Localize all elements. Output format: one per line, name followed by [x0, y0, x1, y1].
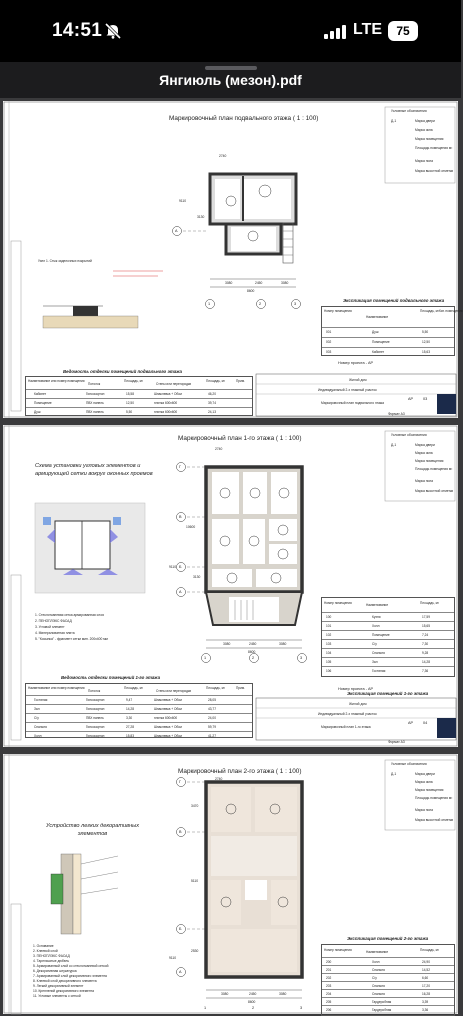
- scheme-note: 10. Креплений декоративного элемента: [33, 989, 94, 993]
- side-dimension: 5110: [191, 879, 199, 883]
- battery-icon: [388, 21, 418, 41]
- walls: Шпаклевка + Обои: [154, 392, 182, 396]
- walls-area: 28,05: [208, 698, 216, 702]
- walls-area: 24,00: [208, 716, 216, 720]
- room-name: Спальня: [372, 984, 385, 988]
- stamp-project: Номер проекта - АР: [338, 361, 374, 365]
- stamp-description: Индивидуальный 2-х этажный участок: [318, 388, 377, 392]
- document-title: Янгиюль (мезон).pdf: [159, 72, 302, 88]
- row-axis-label: Б: [179, 565, 182, 569]
- stamp-format: Формат А3: [388, 412, 405, 416]
- ceiling: Гипсокартон: [86, 734, 105, 738]
- dimension-part: 3080: [223, 642, 231, 646]
- carrier-label: LTE: [353, 21, 383, 38]
- legend-item: Д-1: [391, 772, 397, 776]
- table-header: Наименование или номер помещения: [28, 379, 85, 383]
- stamp-code: Жилой дом: [349, 702, 367, 706]
- legend: [385, 760, 455, 830]
- row-axis-label: А: [179, 970, 182, 974]
- dimension-part: 3080: [281, 281, 289, 285]
- table-row: [322, 630, 454, 637]
- finish-title: Ведомость отделки помещений подвального этажа: [63, 369, 182, 374]
- level-mark: 2740: [219, 154, 227, 158]
- table-row: [322, 989, 454, 996]
- table-header: Стены или перегородки: [156, 689, 192, 693]
- walls: плитка 600х600: [154, 410, 178, 414]
- table-row: [322, 973, 454, 980]
- row-axis-label: Б: [179, 927, 182, 931]
- table-row: [322, 997, 454, 1004]
- axis-label: 1: [204, 1006, 207, 1010]
- level-mark: 9110: [179, 199, 187, 203]
- table-row: [322, 337, 454, 344]
- walls-area: 39,74: [208, 401, 216, 405]
- legend-item: Марка окна: [415, 128, 433, 132]
- legend-item: Марка окна: [415, 451, 433, 455]
- level-mark: 9110: [169, 956, 177, 960]
- battery-level: 75: [396, 24, 410, 38]
- dimension-part: 2450: [249, 992, 257, 996]
- room-number: 104: [326, 651, 332, 655]
- table-header: Стены или перегородки: [156, 382, 192, 386]
- table-row: [322, 648, 454, 655]
- ceiling-area: 5,50: [126, 410, 133, 414]
- room-area: 3,36: [422, 1008, 429, 1012]
- ceiling: ПВХ панель: [86, 401, 104, 405]
- table-header: Наименование: [366, 603, 389, 607]
- scheme-note: 5. Армированный слой со стеклотканевой сеткой: [33, 964, 109, 968]
- stamp-code: Жилой дом: [349, 378, 367, 382]
- legend-item: Площадь помещения м²: [415, 467, 453, 471]
- room-number: 202: [326, 976, 332, 980]
- room-name: Холл: [372, 960, 380, 964]
- side-dimension: 3130: [197, 215, 205, 219]
- ceiling-area: 9,47: [126, 698, 133, 702]
- room-name: Душ: [372, 330, 379, 334]
- walls-area: 24,13: [208, 410, 216, 414]
- room-number: 206: [326, 1008, 332, 1012]
- room-name: Кухня: [372, 615, 381, 619]
- room-name: Гардеробная: [372, 1008, 392, 1012]
- stamp-project-visible: Номер проекта - АР: [338, 687, 374, 691]
- table-row: [26, 713, 252, 720]
- scheme-note: 5. "Косынка" - фрагмент сетки мин. 200х400 мм: [35, 637, 108, 641]
- scheme-note: 2. ПЕНОПЛЭКС ФАСАД: [35, 619, 72, 623]
- finish-title: Ведомость отделки помещений 1-го этажа: [61, 675, 161, 680]
- table-row: [322, 612, 454, 619]
- table-header: Кат. помещения: [439, 309, 463, 313]
- dimension-total: 8600: [248, 1000, 256, 1004]
- walls-area: 41,27: [208, 734, 216, 738]
- room-area: 7,36: [422, 669, 429, 673]
- room-name: С/у: [372, 976, 377, 980]
- table-header: Площадь, м²: [420, 948, 439, 952]
- room-area: 15,63: [422, 350, 430, 354]
- room-area: 17,59: [422, 615, 430, 619]
- ceiling-area: 14,28: [126, 707, 134, 711]
- table-header: Площадь, м²: [206, 379, 225, 383]
- room-area: 6,60: [422, 976, 429, 980]
- table-row: [26, 407, 252, 414]
- dimension-part: 2450: [255, 281, 263, 285]
- room-name: С/у: [372, 642, 377, 646]
- pdf-page-1: [3, 101, 463, 418]
- pdf-page-3: [3, 754, 458, 1014]
- table-row: [26, 695, 252, 702]
- row-axis-label: А: [179, 590, 182, 594]
- legend-item: Площадь помещения м²: [415, 146, 453, 150]
- explication-title: Экспликация помещений 2-го этажа: [347, 936, 429, 941]
- table-header: Потолок: [88, 382, 101, 386]
- table-row: [26, 722, 252, 729]
- dimension-total: 8600: [248, 650, 256, 654]
- row-axis-label: В: [179, 515, 182, 519]
- legend-item: Марка высотной отметки: [415, 489, 454, 493]
- room-area: 17,20: [422, 984, 430, 988]
- table-row: [322, 657, 454, 664]
- room-area: 16,28: [422, 992, 430, 996]
- room-name: Спальня: [372, 651, 385, 655]
- clock: 14:51: [52, 20, 103, 41]
- table-row: [322, 621, 454, 628]
- legend-title: Условные обозначения: [391, 762, 427, 766]
- legend-item: Марка помещения: [415, 788, 444, 792]
- scheme-note: 4. Минераловатная плита: [35, 631, 75, 635]
- side-dimension: 2530: [191, 949, 199, 953]
- table-header: Прим.: [236, 379, 245, 383]
- dimension-part: 3080: [225, 281, 233, 285]
- room-name: Душ: [34, 410, 41, 414]
- dimension-part: 2450: [249, 642, 257, 646]
- ceiling-area: 12,50: [126, 401, 134, 405]
- legend-item: Марка пола: [415, 479, 434, 483]
- axis-label: 2: [252, 656, 255, 660]
- ceiling: Гипсокартон: [86, 698, 105, 702]
- stamp-format: Формат А3: [388, 740, 405, 744]
- axis-label: 3: [294, 302, 297, 306]
- legend-item: Марка двери: [415, 119, 435, 123]
- explication-title: Экспликация помещений подвального этажа: [343, 298, 445, 303]
- dimension-total: 8600: [247, 289, 255, 293]
- walls-area: 46,20: [208, 392, 216, 396]
- explication-table: [321, 944, 455, 1016]
- dimension-part: 3080: [279, 992, 287, 996]
- walls-area: 59,79: [208, 725, 216, 729]
- table-row: [322, 666, 454, 673]
- room-number: 105: [326, 660, 332, 664]
- ceiling: ПВХ панель: [86, 410, 104, 414]
- walls: Шпаклевка + Обои: [154, 698, 182, 702]
- dimension-part: 3080: [279, 642, 287, 646]
- ceiling: Гипсокартон: [86, 392, 105, 396]
- plan-title: Маркировочный план подвального этажа ( 1 : 100): [169, 115, 319, 122]
- room-area: 12,50: [422, 340, 430, 344]
- table-header: Наименование: [366, 950, 389, 954]
- room-area: 7,24: [422, 633, 429, 637]
- room-number: 103: [326, 642, 332, 646]
- stamp-sheet: Маркировочный план 1-го этажа: [321, 725, 371, 729]
- row-axis-label: Г: [179, 465, 182, 469]
- pdf-page-2: [3, 425, 458, 747]
- room-number: 201: [326, 968, 332, 972]
- table-row: [26, 398, 252, 405]
- room-name: Кабинет: [34, 392, 47, 396]
- legend-title: Условные обозначения: [391, 433, 427, 437]
- ceiling-area: 15,83: [126, 734, 134, 738]
- explication-title: Экспликация помещений 1-го этажа: [347, 691, 429, 696]
- ceiling: Гипсокартон: [86, 725, 105, 729]
- legend-item: Марка помещения: [415, 459, 444, 463]
- room-name: Гостиная: [34, 698, 48, 702]
- row-axis-label: В: [179, 830, 182, 834]
- room-number: 102: [326, 633, 332, 637]
- side-dimension: 10600: [186, 525, 196, 529]
- pdf-viewer[interactable]: [0, 98, 463, 1012]
- scheme-note: 8. Клеевой слой декоративного элемента: [33, 979, 97, 983]
- table-header: Площадь, м²: [206, 686, 225, 690]
- level-mark: 9110: [169, 565, 177, 569]
- finish-table: [25, 376, 253, 416]
- explication-table: [321, 306, 463, 356]
- table-row: [26, 389, 252, 396]
- legend-item: Марка окна: [415, 780, 433, 784]
- room-number: 106: [326, 669, 332, 673]
- ceiling-area: 3,30: [126, 716, 133, 720]
- signal-bars-icon: [324, 25, 346, 39]
- room-name: С/у: [34, 716, 39, 720]
- plan-title: Маркировочный план 1-го этажа ( 1 : 100): [178, 435, 302, 442]
- detail-note: Узел 1. Стык заделочных покрытий: [38, 259, 92, 263]
- room-name: Помещение: [372, 340, 390, 344]
- room-number: 200: [326, 960, 332, 964]
- table-header: Наименование или номер помещения: [28, 686, 85, 690]
- legend-title: Условные обозначения: [391, 109, 427, 113]
- legend-item: Марка пола: [415, 808, 434, 812]
- table-row: [322, 957, 454, 964]
- table-header: Площадь, м²: [124, 686, 143, 690]
- room-name: Гардеробная: [372, 1000, 392, 1004]
- room-area: 14,52: [422, 968, 430, 972]
- room-number: 100: [326, 615, 332, 619]
- room-name: Холл: [34, 734, 42, 738]
- room-number: 003: [326, 350, 332, 354]
- walls: Шпаклевка + Обои: [154, 725, 182, 729]
- stamp-sheet: Маркировочный план подвального этажа: [321, 401, 384, 405]
- legend-item: Марка помещения: [415, 137, 444, 141]
- stamp-description: Индивидуальный 2-х этажный участок: [318, 712, 377, 716]
- table-row: [322, 981, 454, 988]
- ceiling-area: 15,58: [126, 392, 134, 396]
- table-header: Потолок: [88, 689, 101, 693]
- room-number: 205: [326, 1000, 332, 1004]
- room-area: 9,28: [422, 651, 429, 655]
- side-dimension: 3130: [193, 575, 201, 579]
- room-area: 3,39: [422, 1000, 429, 1004]
- explication-table: [321, 597, 455, 677]
- room-name: Спальня: [372, 968, 385, 972]
- scheme-note: 4. Тарельчатые дюбель: [33, 959, 70, 963]
- room-number: 002: [326, 340, 332, 344]
- room-area: 24,90: [422, 960, 430, 964]
- scheme-note: 3. ПЕНОПЛЭКС ФАСАД: [33, 954, 70, 958]
- stamp-sheet-number: 03: [423, 397, 428, 401]
- room-number: 101: [326, 624, 332, 628]
- scheme-note: 2. Клеевой слой: [33, 949, 58, 953]
- row-axis-label: А: [175, 229, 178, 233]
- table-row: [322, 639, 454, 646]
- room-name: Кабинет: [372, 350, 385, 354]
- scheme-title: Схема установки угловых элементов и армирующей сетки вокруг оконных проемов: [35, 463, 153, 477]
- scheme-note: 1. Стеклотканевая сетка армированная слоя: [35, 613, 104, 617]
- axis-label: 1: [208, 302, 211, 306]
- legend-item: Площадь помещения м²: [415, 796, 453, 800]
- stamp-sheet-number: 04: [423, 721, 428, 725]
- axis-label: 2: [252, 1006, 255, 1010]
- finish-table: [25, 683, 253, 738]
- stamp-ar: АР: [408, 721, 414, 725]
- legend-item: Марка высотной отметки: [415, 169, 454, 173]
- stamp-ar: АР: [408, 397, 414, 401]
- table-header: Номер помещения: [324, 309, 352, 313]
- room-area: 14,28: [422, 660, 430, 664]
- table-header: Площадь, м²: [420, 601, 439, 605]
- axis-label: 3: [300, 1006, 303, 1010]
- level-mark: 2740: [215, 777, 223, 781]
- table-row: [322, 965, 454, 972]
- table-row: [322, 327, 454, 334]
- table-header: Площадь, м²: [124, 379, 143, 383]
- table-header: Номер помещения: [324, 601, 352, 605]
- room-number: 203: [326, 984, 332, 988]
- scheme-note: 6. Декоративная штукатурка: [33, 969, 77, 973]
- room-name: Спальня: [372, 992, 385, 996]
- table-row: [322, 347, 454, 354]
- axis-label: 1: [204, 656, 207, 660]
- legend: [385, 431, 455, 501]
- room-name: Спальня: [34, 725, 47, 729]
- scheme-note: 9. Легкий декоративный элемент: [33, 984, 84, 988]
- room-area: 7,30: [422, 642, 429, 646]
- table-header: Номер помещения: [324, 948, 352, 952]
- legend: [385, 107, 455, 183]
- room-name: Помещение: [372, 633, 390, 637]
- axis-label: 2: [259, 302, 262, 306]
- scheme-title: Устройство легких декоративных элементов: [45, 823, 140, 837]
- sheet-grabber[interactable]: [205, 66, 257, 70]
- row-axis-label: Г: [179, 780, 182, 784]
- walls: Шпаклевка + Обои: [154, 707, 182, 711]
- legend-item: Д-1: [391, 119, 397, 123]
- legend-item: Марка двери: [415, 443, 435, 447]
- room-name: Зал: [372, 660, 378, 664]
- level-mark: 2740: [215, 447, 223, 451]
- room-area: 15,65: [422, 624, 430, 628]
- scheme-note: 1. Основание: [33, 944, 54, 948]
- room-area: 5,50: [422, 330, 429, 334]
- plan-title: Маркировочный план 2-го этажа ( 1 : 100): [178, 768, 302, 775]
- table-row: [26, 704, 252, 711]
- table-header: Площадь, м²: [420, 309, 439, 313]
- table-row: [322, 1005, 454, 1012]
- document-header: [0, 62, 461, 98]
- walls: плитка 600х600: [154, 401, 178, 405]
- room-number: 204: [326, 992, 332, 996]
- walls-area: 43,77: [208, 707, 216, 711]
- scheme-note: 3. Угловой элемент: [35, 625, 65, 629]
- table-header: Прим.: [236, 686, 245, 690]
- table-header: Наименование: [366, 315, 389, 319]
- scheme-note: 11. Угловые элементы с сеткой: [33, 994, 81, 998]
- room-name: Холл: [372, 624, 380, 628]
- room-name: Зал: [34, 707, 40, 711]
- status-bar: [0, 0, 461, 62]
- axis-label: 3: [300, 656, 303, 660]
- legend-item: Марка пола: [415, 159, 434, 163]
- legend-item: Д-1: [391, 443, 397, 447]
- room-name: Гостиная: [372, 669, 386, 673]
- side-dimension: 3470: [191, 804, 199, 808]
- walls: плитка 600х600: [154, 716, 178, 720]
- legend-item: Марка высотной отметки: [415, 818, 454, 822]
- scheme-note: 7. Армированный слой декоративного элемента: [33, 974, 107, 978]
- room-name: Помещение: [34, 401, 52, 405]
- ceiling: ПВХ панель: [86, 716, 104, 720]
- room-number: 001: [326, 330, 332, 334]
- ceiling: Гипсокартон: [86, 707, 105, 711]
- table-row: [26, 731, 252, 738]
- walls: Шпаклевка + Обои: [154, 734, 182, 738]
- legend-item: Марка двери: [415, 772, 435, 776]
- bell-slash-icon: [104, 22, 122, 40]
- ceiling-area: 27,28: [126, 725, 134, 729]
- dimension-part: 3080: [221, 992, 229, 996]
